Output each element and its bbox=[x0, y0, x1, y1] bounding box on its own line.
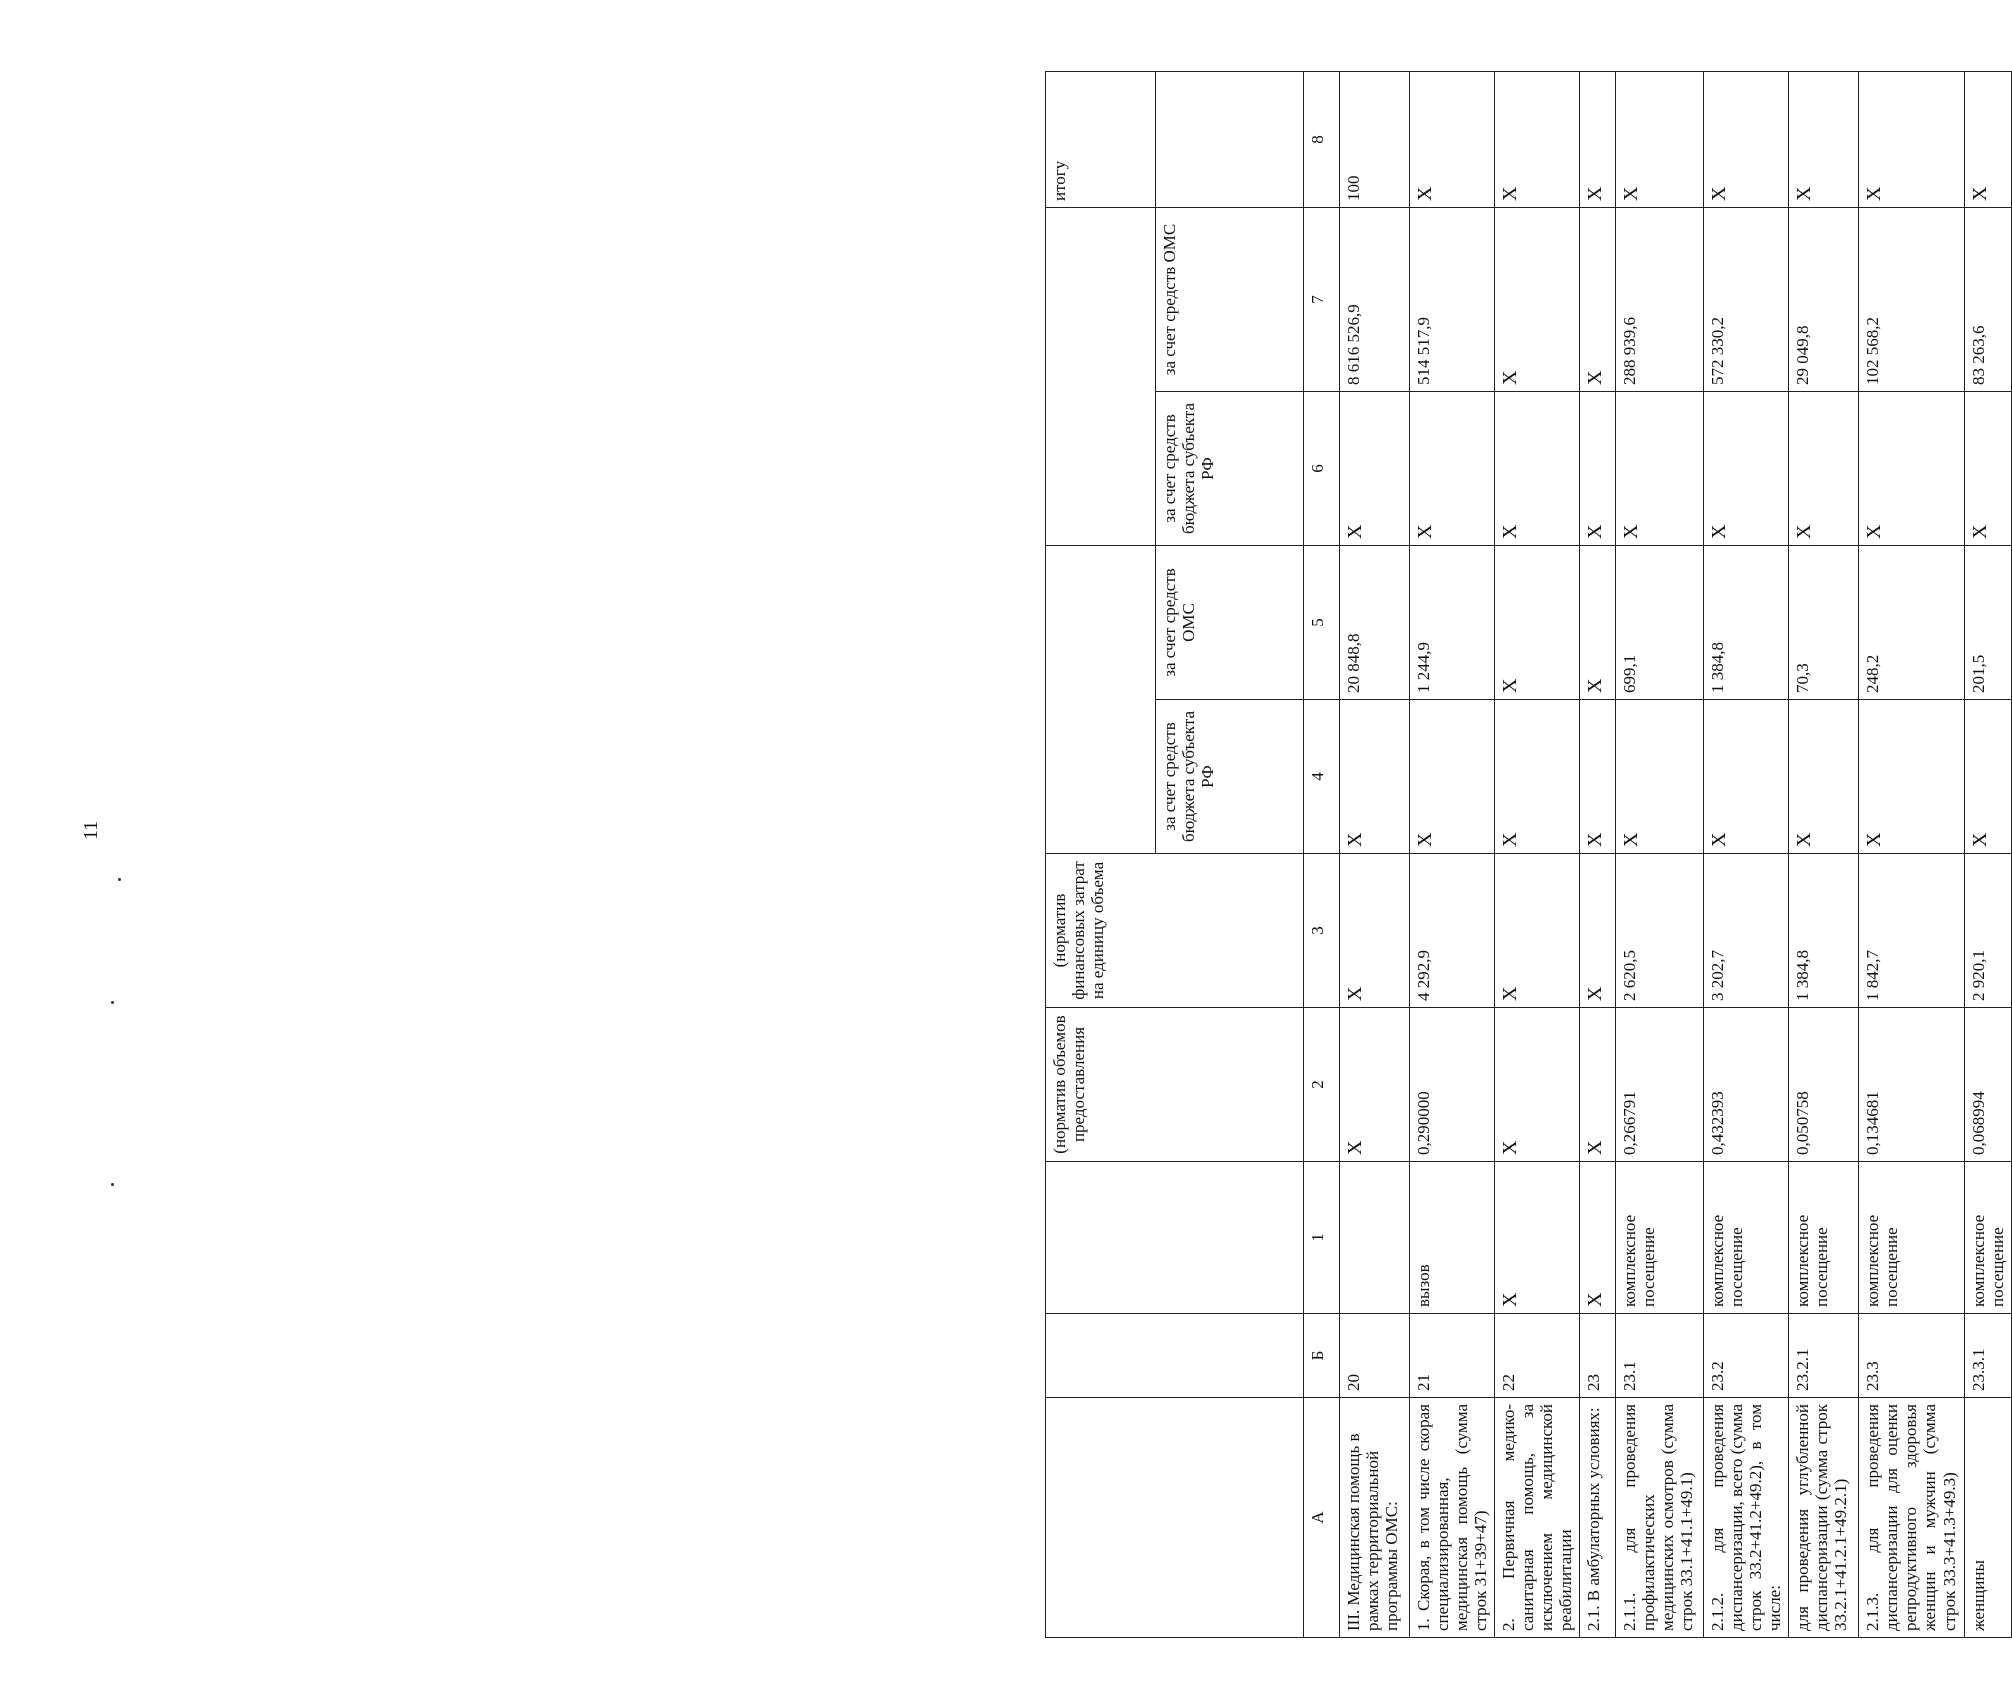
row-line-number: 23.2 bbox=[1704, 1314, 1789, 1398]
row-line-number: 23.1 bbox=[1616, 1314, 1704, 1398]
row-volume-norm: 0,290000 bbox=[1410, 1008, 1495, 1162]
row-oms-per-capita: 20 848,8 bbox=[1340, 546, 1410, 700]
table-row bbox=[1704, 72, 1789, 1638]
row-cost-norm: Х bbox=[1580, 854, 1616, 1008]
row-name: 2. Первичная медико-санитарная помощь, за исключением медицинской реабилитации bbox=[1495, 1398, 1580, 1638]
row-budget-total: Х bbox=[1704, 392, 1789, 546]
row-name: III. Медицинская помощь в рамках территориальной программы ОМС: bbox=[1340, 1398, 1410, 1638]
row-name: 1. Скорая, в том числе скорая специализированная, медицинская помощь (сумма строк 31+39+47) bbox=[1410, 1398, 1495, 1638]
row-oms-per-capita: 248,2 bbox=[1859, 546, 1965, 700]
header-cost-norm: (норматив финансовых затрат на единицу объема bbox=[1046, 854, 1304, 1008]
row-budget-per-capita: Х bbox=[1859, 700, 1965, 854]
row-name: 2.1.2. для проведения диспансеризации, всего (сумма строк 33.2+41.2+49.2), в том числе: bbox=[1704, 1398, 1789, 1638]
header-oms-7: за счет средств ОМС bbox=[1156, 208, 1304, 392]
table-row bbox=[1859, 72, 1965, 1638]
row-budget-total: Х bbox=[1410, 392, 1495, 546]
row-budget-total: Х bbox=[1340, 392, 1410, 546]
row-oms-per-capita: 1 384,8 bbox=[1704, 546, 1789, 700]
scan-speck bbox=[111, 1001, 114, 1004]
row-oms-total: 8 616 526,9 bbox=[1340, 208, 1410, 392]
row-line-number: 23.3 bbox=[1859, 1314, 1965, 1398]
row-budget-per-capita: Х bbox=[1616, 700, 1704, 854]
scan-speck bbox=[118, 878, 121, 881]
row-budget-per-capita: Х bbox=[1340, 700, 1410, 854]
row-percent: Х bbox=[1616, 72, 1704, 208]
row-line-number: 21 bbox=[1410, 1314, 1495, 1398]
col-number: 2 bbox=[1304, 1008, 1340, 1162]
row-volume-norm: Х bbox=[1495, 1008, 1580, 1162]
table-row bbox=[1789, 72, 1859, 1638]
header-itogu: итогу bbox=[1046, 72, 1156, 208]
row-oms-total: 572 330,2 bbox=[1704, 208, 1789, 392]
row-budget-total: Х bbox=[1495, 392, 1580, 546]
col-number: 6 bbox=[1304, 392, 1340, 546]
row-cost-norm: 1 842,7 bbox=[1859, 854, 1965, 1008]
row-percent: Х bbox=[1965, 72, 2012, 208]
row-name: женщины bbox=[1965, 1398, 2012, 1638]
row-percent: Х bbox=[1495, 72, 1580, 208]
row-volume-norm: 0,050758 bbox=[1789, 1008, 1859, 1162]
row-budget-total: Х bbox=[1616, 392, 1704, 546]
row-line-number: 23.3.1 bbox=[1965, 1314, 2012, 1398]
row-name: 2.1.3. для проведения диспансеризации для оценки репродуктивного здоровья женщин и мужчин (сумма строк 33.3+41.3+49.3) bbox=[1859, 1398, 1965, 1638]
table-row bbox=[1340, 72, 1410, 1638]
row-line-number: 23.2.1 bbox=[1789, 1314, 1859, 1398]
row-volume-norm: 0,068994 bbox=[1965, 1008, 2012, 1162]
row-budget-total: Х bbox=[1580, 392, 1616, 546]
table-row bbox=[1616, 72, 1704, 1638]
scan-speck bbox=[111, 1183, 114, 1186]
row-unit: комплексное посещение bbox=[1965, 1162, 2012, 1314]
col-number: 3 bbox=[1304, 854, 1340, 1008]
row-oms-total: Х bbox=[1495, 208, 1580, 392]
row-volume-norm: Х bbox=[1340, 1008, 1410, 1162]
row-percent: Х bbox=[1789, 72, 1859, 208]
row-volume-norm: 0,432393 bbox=[1704, 1008, 1789, 1162]
row-percent: Х bbox=[1704, 72, 1789, 208]
row-name: 2.1. В амбулаторных условиях: bbox=[1580, 1398, 1616, 1638]
row-cost-norm: 4 292,9 bbox=[1410, 854, 1495, 1008]
row-budget-per-capita: Х bbox=[1704, 700, 1789, 854]
table-row bbox=[1965, 72, 2012, 1638]
col-number: 7 bbox=[1304, 208, 1340, 392]
row-percent: Х bbox=[1859, 72, 1965, 208]
header-cell-empty-1 bbox=[1046, 1162, 1304, 1314]
header-group-total bbox=[1046, 208, 1156, 546]
row-oms-per-capita: Х bbox=[1495, 546, 1580, 700]
row-oms-total: 514 517,9 bbox=[1410, 208, 1495, 392]
row-budget-total: Х bbox=[1965, 392, 2012, 546]
header-cell-empty-8 bbox=[1156, 72, 1304, 208]
row-oms-per-capita: 201,5 bbox=[1965, 546, 2012, 700]
row-oms-per-capita: 70,3 bbox=[1789, 546, 1859, 700]
header-oms-5: за счет средств ОМС bbox=[1156, 546, 1304, 700]
row-unit: Х bbox=[1495, 1162, 1580, 1314]
row-volume-norm: 0,134681 bbox=[1859, 1008, 1965, 1162]
row-budget-per-capita: Х bbox=[1495, 700, 1580, 854]
header-budget-4: за счет средств бюджета субъекта РФ bbox=[1156, 700, 1304, 854]
row-budget-total: Х bbox=[1789, 392, 1859, 546]
row-line-number: 23 bbox=[1580, 1314, 1616, 1398]
row-unit: комплексное посещение bbox=[1859, 1162, 1965, 1314]
row-oms-total: Х bbox=[1580, 208, 1616, 392]
header-row-top bbox=[1046, 72, 1156, 1638]
row-percent: Х bbox=[1410, 72, 1495, 208]
table-row bbox=[1410, 72, 1495, 1638]
rotated-table-container bbox=[1045, 72, 2008, 1638]
row-cost-norm: 2 920,1 bbox=[1965, 854, 2012, 1008]
row-line-number: 22 bbox=[1495, 1314, 1580, 1398]
table-row bbox=[1495, 72, 1580, 1638]
row-percent: 100 bbox=[1340, 72, 1410, 208]
row-cost-norm: 2 620,5 bbox=[1616, 854, 1704, 1008]
row-unit bbox=[1340, 1162, 1410, 1314]
col-number: 5 bbox=[1304, 546, 1340, 700]
col-number: 4 bbox=[1304, 700, 1340, 854]
row-unit: комплексное посещение bbox=[1789, 1162, 1859, 1314]
row-cost-norm: 3 202,7 bbox=[1704, 854, 1789, 1008]
row-oms-total: 102 568,2 bbox=[1859, 208, 1965, 392]
norms-table bbox=[1045, 71, 2012, 1638]
row-volume-norm: Х bbox=[1580, 1008, 1616, 1162]
header-cell-empty-a bbox=[1046, 1398, 1304, 1638]
row-name: для проведения углубленной диспансеризации (сумма строк 33.2.1+41.2.1+49.2.1) bbox=[1789, 1398, 1859, 1638]
column-number-row bbox=[1304, 72, 1340, 1638]
col-number: 8 bbox=[1304, 72, 1340, 208]
col-number: 1 bbox=[1304, 1162, 1340, 1314]
header-cell-empty-b bbox=[1046, 1314, 1304, 1398]
col-number: Б bbox=[1304, 1314, 1340, 1398]
page-number: 11 bbox=[80, 820, 102, 840]
row-cost-norm: Х bbox=[1340, 854, 1410, 1008]
row-volume-norm: 0,266791 bbox=[1616, 1008, 1704, 1162]
row-percent: Х bbox=[1580, 72, 1616, 208]
row-unit: Х bbox=[1580, 1162, 1616, 1314]
row-oms-per-capita: 699,1 bbox=[1616, 546, 1704, 700]
header-group-per-capita bbox=[1046, 546, 1156, 854]
row-line-number: 20 bbox=[1340, 1314, 1410, 1398]
row-name: 2.1.1. для проведения профилактических медицинских осмотров (сумма строк 33.1+41.1+49.1) bbox=[1616, 1398, 1704, 1638]
row-oms-per-capita: 1 244,9 bbox=[1410, 546, 1495, 700]
row-oms-total: 83 263,6 bbox=[1965, 208, 2012, 392]
row-budget-per-capita: Х bbox=[1580, 700, 1616, 854]
table-row bbox=[1580, 72, 1616, 1638]
row-budget-per-capita: Х bbox=[1410, 700, 1495, 854]
row-unit: комплексное посещение bbox=[1704, 1162, 1789, 1314]
row-cost-norm: 1 384,8 bbox=[1789, 854, 1859, 1008]
row-cost-norm: Х bbox=[1495, 854, 1580, 1008]
row-budget-per-capita: Х bbox=[1789, 700, 1859, 854]
row-budget-per-capita: Х bbox=[1965, 700, 2012, 854]
col-number: А bbox=[1304, 1398, 1340, 1638]
row-budget-total: Х bbox=[1859, 392, 1965, 546]
row-oms-total: 29 049,8 bbox=[1789, 208, 1859, 392]
row-unit: вызов bbox=[1410, 1162, 1495, 1314]
row-oms-per-capita: Х bbox=[1580, 546, 1616, 700]
header-budget-6: за счет средств бюджета субъекта РФ bbox=[1156, 392, 1304, 546]
row-unit: комплексное посещение bbox=[1616, 1162, 1704, 1314]
row-oms-total: 288 939,6 bbox=[1616, 208, 1704, 392]
header-volume-norm: (норматив объемов предоставления bbox=[1046, 1008, 1304, 1162]
